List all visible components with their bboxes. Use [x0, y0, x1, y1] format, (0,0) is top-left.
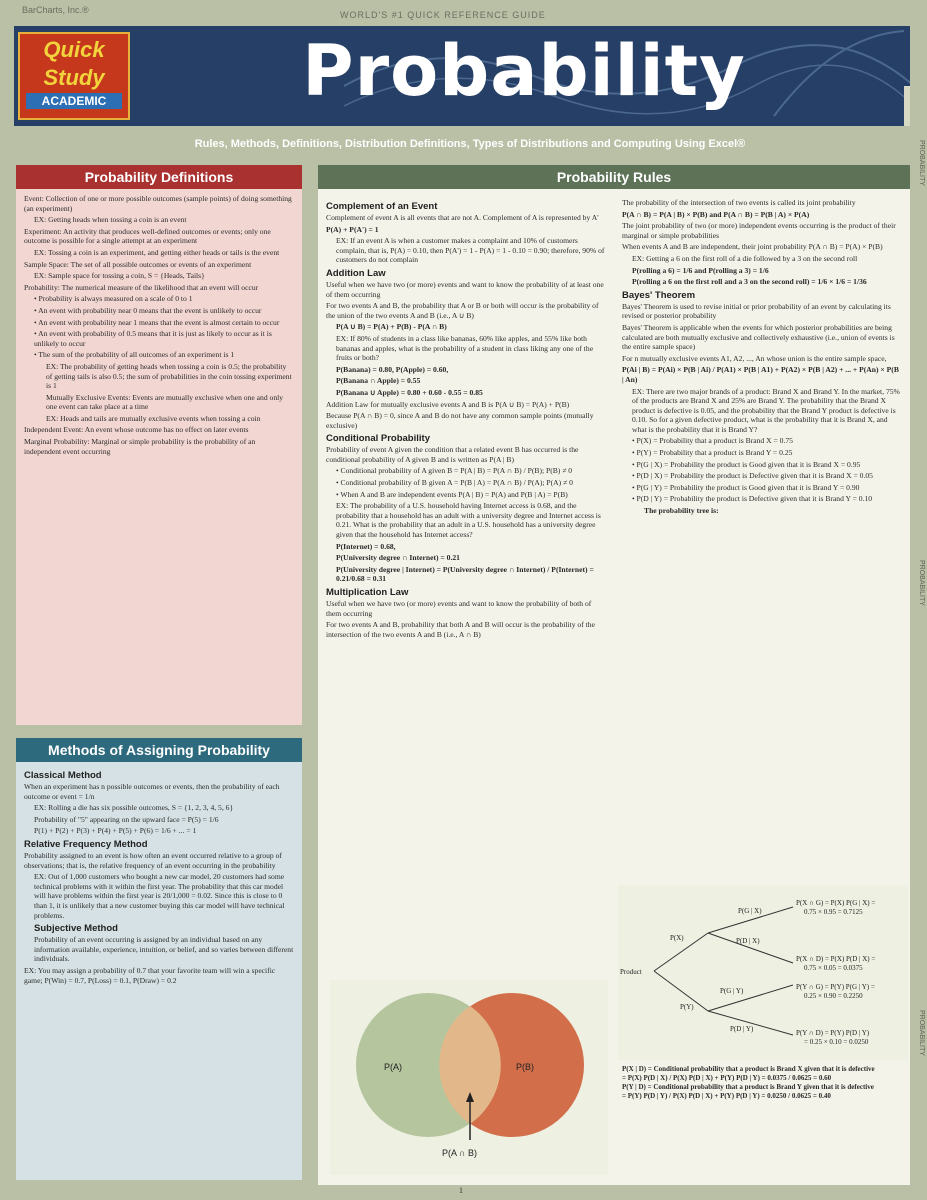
addition-text-4: Because P(A ∩ B) = 0, since A and B do not have any common sample points (mutually exclusive) [326, 411, 594, 430]
def-prob-bullet-5: • The sum of the probability of all outcomes of an experiment is 1 [34, 350, 235, 360]
def-probability: Probability: The numerical measure of the likelihood that an event will occur [24, 282, 259, 292]
joint-ex-1: P(rolling a 6) = 1/6 and P(rolling a 3) = 1/6 [632, 265, 769, 275]
conditional-ex: EX: The probability of a U.S. household having Internet access is 0.68, and the probability that a household has an adult with a university degree and Internet access is 0.21. What is the probability that an adult in a U.S. household has a university degree given that the household has Internet access? [336, 501, 601, 540]
subjective-text-1: Probability of an event occurring is assigned by an individual based on any information available, experience, intuition, or belief, and so varies between different individuals. [34, 935, 294, 964]
conditional-title: Conditional Probability [326, 433, 430, 445]
definitions-header: Probability Definitions [16, 165, 302, 189]
logo-quick: Quick [43, 37, 105, 62]
tree-label-dy: P(D | Y) [730, 1025, 754, 1033]
addition-ex-3: P(Banana ∪ Apple) = 0.80 + 0.60 - 0.55 = 0.85 [336, 387, 483, 397]
bayes-bullet-6: • P(D | Y) = Probability the product is Defective given that it is Brand Y = 0.10 [632, 494, 873, 504]
joint-ex: EX: Getting a 6 on the first roll of a die followed by a 3 on the second roll [632, 253, 858, 263]
venn-label-ab: P(A ∩ B) [442, 1148, 477, 1158]
bayes-tree-intro: The probability tree is: [644, 506, 719, 516]
joint-text-2: The joint probability of two (or more) independent events occurring is the product of their marginal or simple probabilities [622, 221, 896, 240]
probability-tree [618, 885, 908, 1060]
venn-label-b: P(B) [516, 1062, 534, 1072]
tree-root: Product [620, 968, 642, 976]
side-label-1: PROBABILITY [918, 140, 925, 186]
classical-text-1: When an experiment has n possible outcomes or events, then the probability of each outcome or event = 1/n [24, 782, 280, 801]
multiplication-text-2: For two events A and B, probability that both A and B will occur is the probability of the intersection of the two events A and B (i.e., A ∩ B) [326, 620, 595, 639]
subjective-text-2: EX: You may assign a probability of 0.7 that your favorite team will win a specific game; P(Win) = 0.7, P(Loss) = 0.1, P(Draw) = 0.2 [24, 965, 276, 985]
bayes-result-2: = P(X) P(D | X) / P(X) P(D | X) + P(Y) P(D | Y) = 0.0375 / 0.0625 = 0.60 [622, 1074, 832, 1082]
tree-result-1: P(X ∩ G) = P(X) P(G | X) = [796, 899, 876, 907]
tree-result-2-value: 0.75 × 0.05 = 0.0375 [804, 964, 863, 972]
classical-text-4: P(1) + P(2) + P(3) + P(4) + P(5) + P(6) = 1/6 + ... = 1 [34, 826, 197, 836]
methods-header: Methods of Assigning Probability [16, 738, 302, 762]
def-event: Event: Collection of one or more possible outcomes (sample points) of doing something (an experiment) [24, 194, 292, 213]
subjective-title: Subjective Method [34, 923, 118, 935]
complement-ex: EX: If an event A is when a customer makes a complaint and 10% of customers complain, that is, P(A) = 0.10, then P(A') = 1 - P(A) = 1 - 0.10 = 0.90; therefore, 90% of customers do not complain [336, 236, 605, 265]
page-title: Probability [302, 30, 746, 112]
addition-text-3: Addition Law for mutually exclusive events A and B is P(A ∪ B) = P(A) + P(B) [326, 399, 570, 409]
rules-column-left [318, 193, 614, 646]
page-number: 1 [459, 1186, 463, 1195]
tree-result-1-value: 0.75 × 0.95 = 0.7125 [804, 908, 863, 916]
def-mutually-exclusive-ex: EX: Heads and tails are mutually exclusive events when tossing a coin [46, 413, 261, 423]
addition-text-2: For two events A and B, the probability that A or B or both will occur is the probability of the union of the two events A and B (i.e., A ∪ B) [326, 301, 599, 320]
conditional-text-1: Probability of event A given the condition that a related event B has occurred is the conditional probability of A given B and is written as P(A | B) [326, 445, 579, 464]
header-banner [14, 26, 910, 126]
def-prob-bullet-2: • An event with probability near 0 means that the event is unlikely to occur [34, 305, 262, 315]
rules-panel [318, 165, 910, 1185]
classical-title: Classical Method [24, 770, 102, 781]
def-prob-bullet-3: • An event with probability near 1 means that the event is almost certain to occur [34, 317, 280, 327]
tree-result-3: P(Y ∩ G) = P(Y) P(G | Y) = [796, 983, 875, 991]
bayes-title: Bayes' Theorem [622, 289, 696, 301]
quickstudy-logo [18, 32, 130, 120]
tree-label-gx: P(G | X) [738, 907, 762, 915]
bayes-formula: P(Ai | B) = P(Ai) × P(B | Ai) / P(A1) × P(B | A1) + P(A2) × P(B | A2) + ... + P(An) × P(B | An) [622, 365, 899, 384]
complement-formula: P(A) + P(A') = 1 [326, 224, 379, 234]
def-event-ex: EX: Getting heads when tossing a coin is an event [34, 215, 187, 225]
tree-result-3-value: 0.25 × 0.90 = 0.2250 [804, 992, 863, 1000]
bayes-result-1: P(X | D) = Conditional probability that a product is Brand X given that it is defective [622, 1065, 875, 1073]
complement-title: Complement of an Event [326, 201, 438, 212]
addition-title: Addition Law [326, 267, 386, 279]
side-label-2: PROBABILITY [918, 560, 925, 606]
bayes-bullet-4: • P(D | X) = Probability the product is Defective given that it is Brand X = 0.05 [632, 471, 873, 481]
addition-text-1: Useful when we have two (or more) events and want to know the probability of at least one of them occurring [326, 279, 604, 299]
addition-formula: P(A ∪ B) = P(A) + P(B) - P(A ∩ B) [336, 322, 447, 332]
tree-result-4: P(Y ∩ D) = P(Y) P(D | Y) [796, 1029, 870, 1037]
bayes-bullet-1: • P(X) = Probability that a product is Brand X = 0.75 [632, 436, 793, 446]
guide-tagline: WORLD'S #1 QUICK REFERENCE GUIDE [340, 10, 546, 20]
conditional-ex-2: P(University degree ∩ Internet) = 0.21 [336, 553, 460, 563]
conditional-ex-1: P(Internet) = 0.68, [336, 541, 396, 551]
def-independent: Independent Event: An event whose outcome has no effect on later events [24, 425, 249, 435]
tree-label-y: P(Y) [680, 1003, 694, 1011]
bayes-text-3: For n mutually exclusive events A1, A2, ..., An whose union is the entire sample space, [622, 353, 887, 363]
tree-result-4-value: = 0.25 × 0.10 = 0.0250 [804, 1038, 869, 1046]
relative-text-1: Probability assigned to an event is how often an event occurred relative to a group of observations; that is, the relative frequency of an event occurring in the probability [24, 850, 282, 870]
bayes-bullet-2: • P(Y) = Probability that a product is Brand Y = 0.25 [632, 448, 793, 458]
tree-label-x: P(X) [670, 934, 684, 942]
logo-study: Study [43, 65, 105, 90]
def-sample-space: Sample Space: The set of all possible outcomes or events of an experiment [24, 259, 252, 269]
addition-ex-1: P(Banana) = 0.80, P(Apple) = 0.60, [336, 364, 449, 374]
multiplication-title: Multiplication Law [326, 587, 409, 598]
joint-text-3: When events A and B are independent, their joint probability P(A ∩ B) = P(A) × P(B) [622, 242, 883, 252]
bayes-text-2: Bayes' Theorem is applicable when the events for which posterior probabilities are being calculated are both mutually exclusive and collectively exhaustive (i.e., union of events is the entire sample space) [622, 322, 895, 352]
def-mutually-exclusive: Mutually Exclusive Events: Events are mutually exclusive when one and only one event can take place at a time [46, 392, 284, 412]
tree-label-dx: P(D | X) [736, 937, 760, 945]
methods-panel [16, 738, 302, 1180]
logo-academic: ACADEMIC [26, 93, 122, 109]
rules-column-right [614, 193, 910, 523]
venn-diagram [330, 980, 608, 1175]
def-prob-ex: EX: The probability of getting heads when tossing a coin is 0.5; the probability of getting tails is also 0.5; the sum of probabilities in the coin tossing experiment is 1 [46, 361, 292, 391]
joint-formula: P(A ∩ B) = P(A | B) × P(B) and P(A ∩ B) = P(B | A) × P(A) [622, 209, 810, 219]
relative-title: Relative Frequency Method [24, 838, 148, 850]
bayes-results [622, 1065, 904, 1101]
def-experiment-ex: EX: Tossing a coin is an experiment, and getting either heads or tails is the event [34, 247, 280, 257]
def-experiment: Experiment: An activity that produces well-defined outcomes or events; only one outcome is possible for a single attempt at an experiment [24, 226, 271, 246]
addition-ex: EX: If 80% of students in a class like bananas, 60% like apples, and 55% like both bananas and apples, what is the probability of a student in class liking any one of the fruits or both? [336, 333, 594, 363]
classical-text-3: Probability of "5" appearing on the upward face = P(5) = 1/6 [34, 814, 219, 824]
addition-ex-2: P(Banana ∩ Apple) = 0.55 [336, 376, 421, 386]
def-marginal: Marginal Probability: Marginal or simple probability is the probability of an independent event occurring [24, 437, 256, 456]
conditional-bullet-3: • When A and B are independent events P(A | B) = P(A) and P(B | A) = P(B) [336, 489, 568, 499]
brand-label: BarCharts, Inc.® [22, 5, 89, 15]
def-prob-bullet-4: • An event with probability of 0.5 means that it is just as likely to occur as it is unlikely to occur [34, 329, 272, 348]
definitions-panel [16, 165, 302, 725]
multiplication-text-1: Useful when we have two (or more) events and want to know the probability of both of them occurring [326, 599, 592, 618]
side-label-3: PROBABILITY [918, 1010, 925, 1056]
bayes-text-1: Bayes' Theorem is used to revise initial or prior probability of an event by calculating its revised or posterior probability [622, 301, 891, 321]
conditional-bullet-2: • Conditional probability of B given A = P(B | A) = P(A ∩ B) / P(A); P(A) ≠ 0 [336, 478, 573, 488]
conditional-ex-3: P(University degree | Internet) = P(University degree ∩ Internet) / P(Internet) = 0.21/0.68 = 0.31 [336, 564, 594, 584]
tree-label-gy: P(G | Y) [720, 987, 744, 995]
joint-text-1: The probability of the intersection of two events is called its joint probability [622, 198, 856, 207]
methods-body [16, 762, 302, 992]
bayes-result-4: = P(Y) P(D | Y) / P(X) P(D | X) + P(Y) P(D | Y) = 0.0250 / 0.0625 = 0.40 [622, 1092, 831, 1100]
joint-ex-2: P(rolling a 6 on the first roll and a 3 on the second roll) = 1/6 × 1/6 = 1/36 [632, 277, 867, 287]
page-subtitle: Rules, Methods, Definitions, Distribution Definitions, Types of Distributions and Computing Using Excel® [194, 138, 746, 150]
conditional-bullet-1: • Conditional probability of A given B = P(A | B) = P(A ∩ B) / P(B); P(B) ≠ 0 [336, 466, 573, 476]
rules-header: Probability Rules [318, 165, 910, 189]
classical-text-2: EX: Rolling a die has six possible outcomes, S = {1, 2, 3, 4, 5, 6} [34, 803, 234, 813]
relative-text-2: EX: Out of 1,000 customers who bought a new car model, 20 customers had some technical problems with it within the first year. The probability that this car model will have problems within the first year is 20/1,000 = 0.02. Since this is close to 0 than 1, it is unlikely that a new customer buying this car model will have technical problems. [34, 872, 285, 920]
definitions-body [16, 189, 302, 463]
bayes-bullet-3: • P(G | X) = Probability the product is Good given that it is Brand X = 0.95 [632, 459, 861, 469]
tree-result-2: P(X ∩ D) = P(X) P(D | X) = [796, 955, 876, 963]
def-prob-bullet-1: • Probability is always measured on a scale of 0 to 1 [34, 294, 193, 304]
complement-text-1: Complement of event A is all events that are not A. Complement of A is represented by A' [326, 213, 599, 222]
def-sample-space-ex: EX: Sample space for tossing a coin, S = {Heads, Tails} [34, 271, 205, 281]
bayes-result-3: P(Y | D) = Conditional probability that a product is Brand Y given that it is defective [622, 1083, 874, 1091]
bayes-bullet-5: • P(G | Y) = Probability the product is Good given that it is Brand Y = 0.90 [632, 482, 860, 492]
bayes-ex: EX: There are two major brands of a product: Brand X and Brand Y. In the market, 75% of the products are Brand X and 25% are Brand Y. The probability that the Brand X product is defective is 0.05, and the probability that the Brand Y product is defective is 0.10. So for a given defective product, what is the probability that it is Brand X, and what is the probability that it is Brand Y? [632, 386, 900, 434]
venn-label-a: P(A) [384, 1062, 402, 1072]
